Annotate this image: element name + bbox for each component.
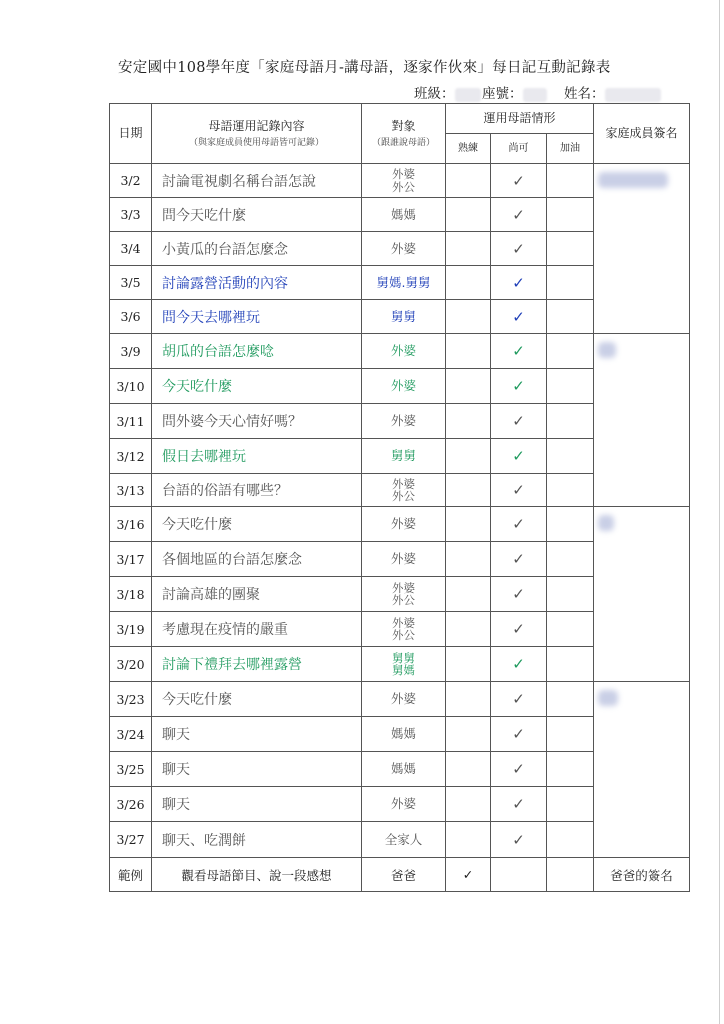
row-target <box>362 752 446 787</box>
row-cheer <box>547 717 594 752</box>
row-date: 3/26 <box>110 787 152 822</box>
row-date: 3/6 <box>110 300 152 334</box>
row-content: 討論下禮拜去哪裡露營 <box>152 647 362 682</box>
row-cheer <box>547 542 594 577</box>
row-fluent <box>446 682 491 717</box>
row-target <box>362 787 446 822</box>
row-ok-check: ✓ <box>491 266 547 300</box>
header-content-note: （與家庭成員使用母語皆可記錄） <box>188 138 324 149</box>
row-date: 3/4 <box>110 232 152 266</box>
row-date: 3/3 <box>110 198 152 232</box>
header-ok: 尚可 <box>491 134 547 164</box>
seat-label: 座號： <box>482 86 523 102</box>
row-ok-check: ✓ <box>491 404 547 439</box>
row-date: 3/17 <box>110 542 152 577</box>
row-ok-check: ✓ <box>491 334 547 369</box>
row-content: 問外婆今天心情好嗎？ <box>152 404 362 439</box>
row-content: 今天吃什麼 <box>152 507 362 542</box>
row-target <box>362 404 446 439</box>
row-target-line: 媽媽 <box>390 206 416 222</box>
row-ok-check: ✓ <box>491 647 547 682</box>
row-target-line: 舅舅 <box>392 650 415 665</box>
row-date: 3/13 <box>110 474 152 507</box>
row-date: 3/27 <box>110 822 152 858</box>
row-content: 問今天吃什麼 <box>152 198 362 232</box>
row-content: 問今天去哪裡玩 <box>152 300 362 334</box>
row-date: 3/11 <box>110 404 152 439</box>
row-target-line: 舅舅 <box>390 448 416 464</box>
row-ok-check: ✓ <box>491 787 547 822</box>
row-ok-check: ✓ <box>491 682 547 717</box>
row-fluent <box>446 404 491 439</box>
row-target <box>362 647 446 682</box>
row-ok-check: ✓ <box>491 507 547 542</box>
row-target-line: 舅媽 <box>392 663 415 677</box>
signature-cell <box>594 334 690 507</box>
row-content: 聊天 <box>152 787 362 822</box>
row-fluent <box>446 369 491 404</box>
row-target <box>362 717 446 752</box>
signature-cell <box>594 164 690 334</box>
row-ok-check: ✓ <box>491 369 547 404</box>
row-fluent <box>446 439 491 474</box>
row-cheer <box>547 300 594 334</box>
header-target-title: 對象 <box>391 118 416 133</box>
row-date: 3/18 <box>110 577 152 612</box>
row-cheer <box>547 334 594 369</box>
page-edge <box>719 0 720 1024</box>
row-date: 3/12 <box>110 439 152 474</box>
row-date: 3/9 <box>110 334 152 369</box>
row-target <box>362 542 446 577</box>
row-target-line: 媽媽 <box>390 726 416 742</box>
row-cheer <box>547 612 594 647</box>
name-redacted <box>605 88 661 102</box>
row-target <box>362 822 446 858</box>
row-target <box>362 507 446 542</box>
row-target-line: 外婆 <box>390 240 416 256</box>
row-content: 討論露營活動的內容 <box>152 266 362 300</box>
example-row <box>110 858 690 892</box>
row-date: 3/24 <box>110 717 152 752</box>
header-content-title: 母語運用記錄內容 <box>208 118 305 133</box>
row-content: 考慮現在疫情的嚴重 <box>152 612 362 647</box>
row-fluent <box>446 647 491 682</box>
table-row <box>110 507 690 542</box>
example-fluent-check: ✓ <box>446 858 491 892</box>
row-cheer <box>547 647 594 682</box>
row-ok-check: ✓ <box>491 822 547 858</box>
row-cheer <box>547 266 594 300</box>
row-date: 3/10 <box>110 369 152 404</box>
row-target-line: 舅舅 <box>390 308 416 324</box>
row-content: 小黃瓜的台語怎麼念 <box>152 232 362 266</box>
header-target <box>362 104 446 164</box>
row-fluent <box>446 198 491 232</box>
row-content: 今天吃什麼 <box>152 682 362 717</box>
row-date: 3/19 <box>110 612 152 647</box>
row-target-line: 外婆 <box>390 343 416 359</box>
row-fluent <box>446 334 491 369</box>
row-date: 3/25 <box>110 752 152 787</box>
row-target-line: 外公 <box>392 628 415 642</box>
table-row <box>110 164 690 198</box>
row-date: 3/23 <box>110 682 152 717</box>
row-target-line: 舅媽.舅舅 <box>376 274 431 290</box>
row-target <box>362 198 446 232</box>
row-content: 各個地區的台語怎麼念 <box>152 542 362 577</box>
row-date: 3/5 <box>110 266 152 300</box>
row-cheer <box>547 682 594 717</box>
name-field <box>564 82 661 102</box>
row-ok-check: ✓ <box>491 752 547 787</box>
header-date: 日期 <box>110 104 152 164</box>
row-fluent <box>446 300 491 334</box>
row-content: 台語的俗語有哪些？ <box>152 474 362 507</box>
row-cheer <box>547 164 594 198</box>
row-fluent <box>446 717 491 752</box>
document-title: 安定國中108學年度「家庭母語月-講母語，逐家作伙來」每日記互動記錄表 <box>118 60 611 76</box>
example-content: 觀看母語節目、說一段感想 <box>152 858 362 892</box>
row-target-line: 外婆 <box>392 615 415 630</box>
row-target-line: 外婆 <box>390 551 416 567</box>
row-content: 假日去哪裡玩 <box>152 439 362 474</box>
row-fluent <box>446 612 491 647</box>
row-target <box>362 682 446 717</box>
row-fluent <box>446 232 491 266</box>
row-target-line: 外婆 <box>390 691 416 707</box>
row-content: 討論高雄的團聚 <box>152 577 362 612</box>
class-field <box>414 82 481 102</box>
row-target <box>362 232 446 266</box>
row-fluent <box>446 787 491 822</box>
row-target-line: 外婆 <box>392 580 415 595</box>
header-fluent: 熟練 <box>446 134 491 164</box>
signature-cell <box>594 682 690 858</box>
row-target <box>362 577 446 612</box>
row-fluent <box>446 507 491 542</box>
row-cheer <box>547 474 594 507</box>
row-date: 3/20 <box>110 647 152 682</box>
example-target: 爸爸 <box>362 858 446 892</box>
record-table <box>109 103 690 892</box>
example-cheer <box>547 858 594 892</box>
class-redacted <box>455 88 481 102</box>
row-ok-check: ✓ <box>491 542 547 577</box>
row-target <box>362 474 446 507</box>
table-row <box>110 334 690 369</box>
header-signature: 家庭成員簽名 <box>594 104 690 164</box>
header-target-note: （跟誰說母語） <box>371 138 435 149</box>
header-cheer: 加油 <box>547 134 594 164</box>
row-cheer <box>547 404 594 439</box>
row-cheer <box>547 507 594 542</box>
row-fluent <box>446 164 491 198</box>
row-cheer <box>547 232 594 266</box>
row-fluent <box>446 266 491 300</box>
row-fluent <box>446 474 491 507</box>
row-content: 討論電視劇名稱台語怎說 <box>152 164 362 198</box>
row-date: 3/2 <box>110 164 152 198</box>
row-target-line: 外公 <box>392 489 415 503</box>
row-ok-check: ✓ <box>491 300 547 334</box>
record-rows <box>110 164 690 858</box>
row-target <box>362 439 446 474</box>
row-ok-check: ✓ <box>491 164 547 198</box>
signature-redacted <box>598 342 616 358</box>
row-cheer <box>547 752 594 787</box>
row-target-line: 外公 <box>392 593 415 607</box>
row-cheer <box>547 787 594 822</box>
row-target <box>362 266 446 300</box>
header-usage: 運用母語情形 <box>446 104 594 134</box>
row-cheer <box>547 439 594 474</box>
row-ok-check: ✓ <box>491 577 547 612</box>
signature-redacted <box>598 172 668 188</box>
row-target <box>362 300 446 334</box>
row-target-line: 外婆 <box>390 378 416 394</box>
row-target-line: 外婆 <box>390 413 416 429</box>
seat-redacted <box>523 88 547 102</box>
signature-redacted <box>598 690 618 706</box>
row-target-line: 外婆 <box>390 516 416 532</box>
row-target-line: 外婆 <box>390 796 416 812</box>
row-ok-check: ✓ <box>491 232 547 266</box>
row-fluent <box>446 752 491 787</box>
header-content <box>152 104 362 164</box>
row-target-line: 全家人 <box>384 831 423 847</box>
row-target <box>362 612 446 647</box>
row-content: 聊天 <box>152 717 362 752</box>
row-content: 胡瓜的台語怎麼唸 <box>152 334 362 369</box>
row-fluent <box>446 822 491 858</box>
row-target <box>362 334 446 369</box>
class-label: 班級： <box>414 86 455 102</box>
row-target-line: 外公 <box>392 179 415 194</box>
row-content: 聊天 <box>152 752 362 787</box>
row-date: 3/16 <box>110 507 152 542</box>
row-ok-check: ✓ <box>491 439 547 474</box>
row-target-line: 外婆 <box>392 476 415 491</box>
row-fluent <box>446 577 491 612</box>
example-label: 範例 <box>110 858 152 892</box>
signature-redacted <box>598 515 614 531</box>
row-target <box>362 164 446 198</box>
seat-field <box>482 82 547 102</box>
example-ok <box>491 858 547 892</box>
row-ok-check: ✓ <box>491 198 547 232</box>
row-target <box>362 369 446 404</box>
row-cheer <box>547 198 594 232</box>
row-content: 聊天、吃潤餅 <box>152 822 362 858</box>
table-row <box>110 682 690 717</box>
row-ok-check: ✓ <box>491 717 547 752</box>
example-signature: 爸爸的簽名 <box>594 858 690 892</box>
signature-cell <box>594 507 690 682</box>
name-label: 姓名： <box>564 86 605 102</box>
row-cheer <box>547 577 594 612</box>
row-fluent <box>446 542 491 577</box>
row-ok-check: ✓ <box>491 474 547 507</box>
row-cheer <box>547 369 594 404</box>
row-cheer <box>547 822 594 858</box>
row-content: 今天吃什麼 <box>152 369 362 404</box>
row-target-line: 外婆 <box>392 167 415 182</box>
row-target-line: 媽媽 <box>390 761 416 777</box>
row-ok-check: ✓ <box>491 612 547 647</box>
